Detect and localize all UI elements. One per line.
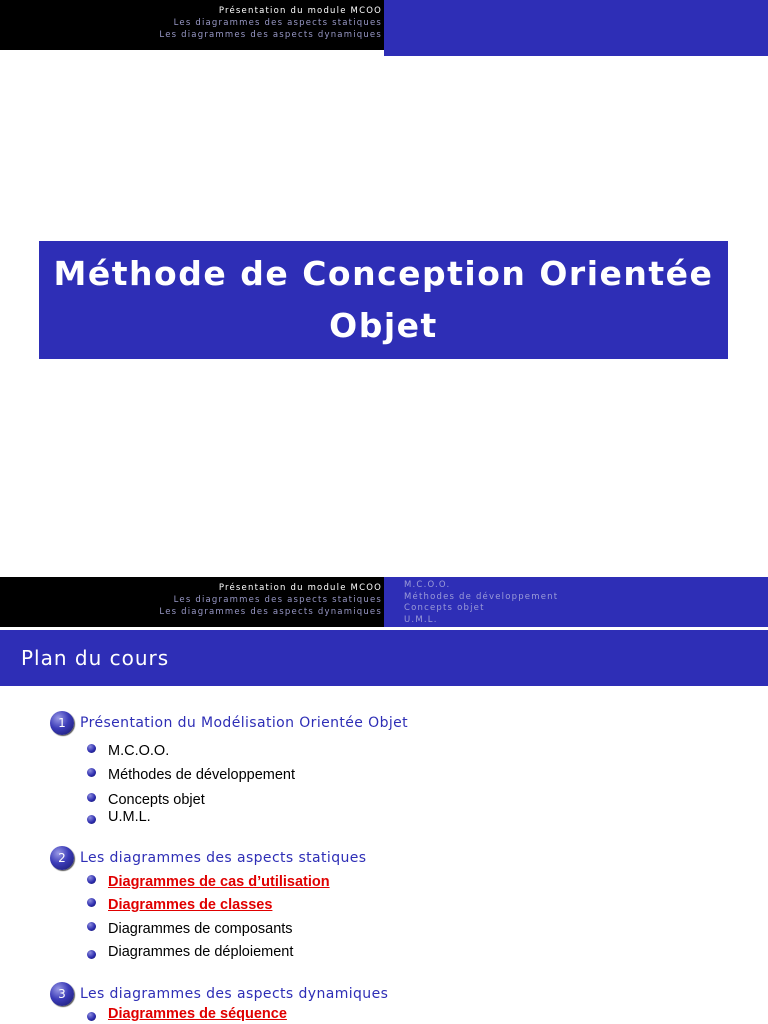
title-line-2: Objet	[329, 306, 438, 345]
toc-item[interactable]	[87, 872, 330, 892]
section-label: Les diagrammes des aspects dynamiques	[80, 986, 389, 1002]
subsection-nav-panel	[384, 0, 768, 56]
toc-item-label: Concepts objet	[108, 792, 205, 808]
bullet-ball-icon	[87, 922, 96, 931]
nav-section-3[interactable]: Les diagrammes des aspects dynamiques	[159, 30, 382, 40]
toc-item[interactable]	[87, 895, 272, 915]
toc-section-3[interactable]	[50, 982, 388, 1006]
nav-section-1[interactable]: Présentation du module MCOO	[218, 6, 382, 16]
nav-subsection-3[interactable]: Concepts objet	[404, 603, 485, 613]
toc-item-label-highlighted: Diagrammes de classes	[108, 897, 273, 913]
nav-section-2[interactable]: Les diagrammes des aspects statiques	[173, 18, 382, 28]
nav-section-1[interactable]: Présentation du module MCOO	[218, 583, 382, 593]
toc-item[interactable]	[87, 807, 151, 827]
toc-item[interactable]	[87, 1004, 287, 1024]
bullet-ball-icon	[87, 768, 96, 777]
nav-section-3[interactable]: Les diagrammes des aspects dynamiques	[159, 607, 382, 617]
toc-item-label: M.C.O.O.	[108, 743, 170, 759]
slide1-header	[0, 0, 768, 56]
section-number-ball-icon: 2	[50, 846, 74, 870]
bullet-ball-icon	[87, 1012, 96, 1021]
toc-section-1[interactable]	[50, 711, 408, 735]
toc-item[interactable]	[87, 942, 293, 962]
bullet-ball-icon	[87, 744, 96, 753]
toc-item[interactable]	[87, 919, 293, 939]
toc-item[interactable]	[87, 765, 295, 785]
bullet-ball-icon	[87, 950, 96, 959]
title-box	[39, 241, 728, 359]
section-number-ball-icon: 3	[50, 982, 74, 1006]
toc-item-label-highlighted: Diagrammes de séquence	[108, 1006, 287, 1022]
section-nav	[0, 0, 384, 50]
slide2-header	[0, 577, 768, 627]
section-label: Présentation du Modélisation Orientée Objet	[80, 715, 409, 731]
toc-section-2[interactable]	[50, 846, 366, 870]
toc-item-label: Diagrammes de déploiement	[108, 944, 294, 960]
bullet-ball-icon	[87, 793, 96, 802]
toc-item-label: Diagrammes de composants	[108, 921, 293, 937]
nav-subsection-4[interactable]: U.M.L.	[404, 614, 438, 625]
subsection-nav	[384, 577, 768, 627]
nav-section-2[interactable]: Les diagrammes des aspects statiques	[173, 595, 382, 605]
section-nav	[0, 577, 384, 627]
bullet-ball-icon	[87, 815, 96, 824]
title-line-1: Méthode de Conception Orientée	[53, 254, 714, 293]
toc-item-label: U.M.L.	[108, 809, 151, 825]
bullet-ball-icon	[87, 898, 96, 907]
toc-item-label-highlighted: Diagrammes de cas d’utilisation	[108, 874, 330, 890]
toc-item[interactable]	[87, 741, 169, 761]
section-number-ball-icon: 1	[50, 711, 74, 735]
nav-subsection-1[interactable]: M.C.O.O.	[404, 580, 451, 590]
section-label: Les diagrammes des aspects statiques	[80, 850, 367, 866]
toc-item-label: Méthodes de développement	[108, 767, 296, 783]
bullet-ball-icon	[87, 875, 96, 884]
nav-subsection-2[interactable]: Méthodes de développement	[404, 591, 559, 602]
frame-title: Plan du cours	[0, 630, 768, 686]
